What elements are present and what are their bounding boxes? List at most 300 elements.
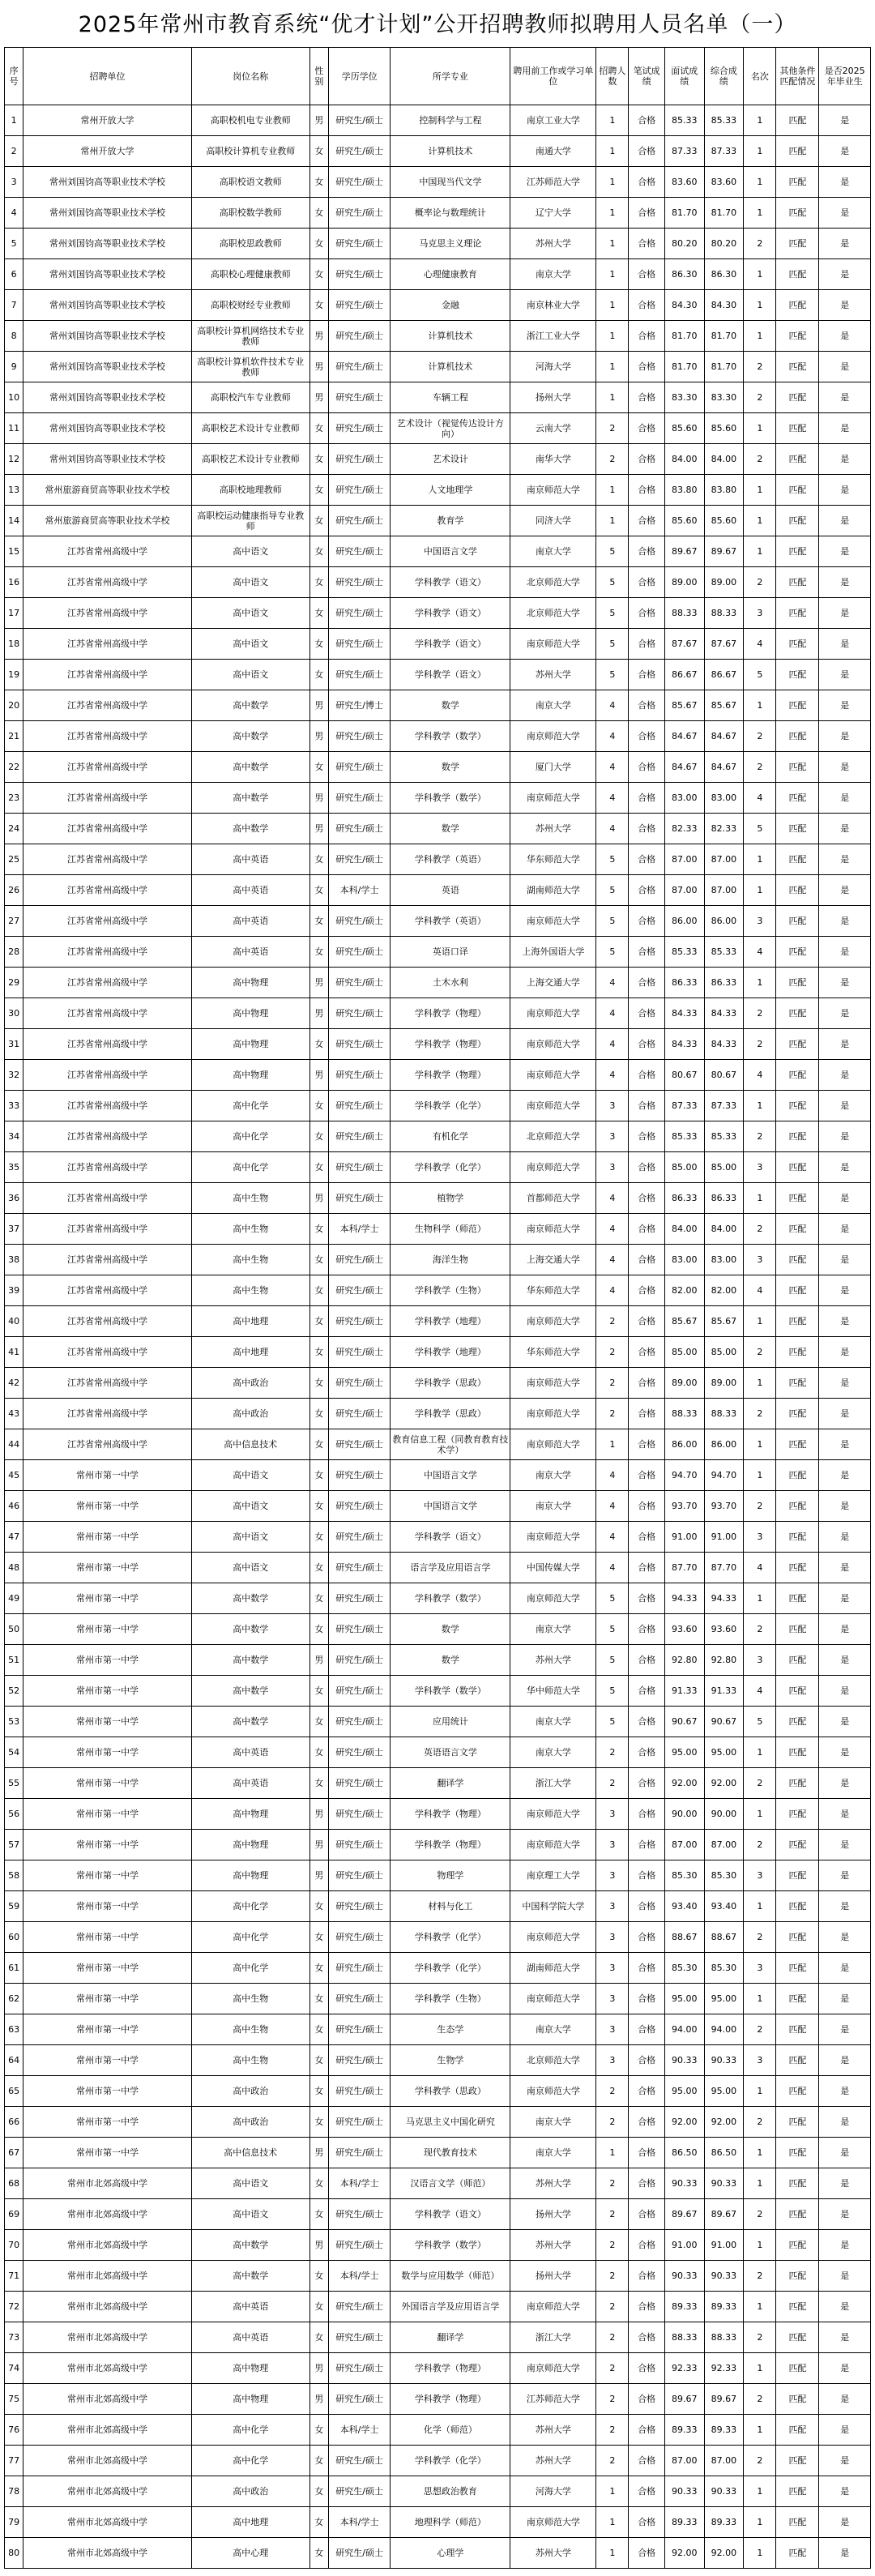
cell-major: 学科教学（物理）	[391, 1060, 510, 1091]
cell-index: 71	[5, 2261, 23, 2292]
header-gender: 性别	[309, 48, 328, 105]
cell-post: 高中英语	[191, 875, 309, 906]
cell-prior-unit: 南京师范大学	[510, 1368, 596, 1399]
cell-total: 85.67	[704, 690, 744, 721]
table-row	[5, 413, 871, 444]
cell-gender: 女	[309, 1522, 328, 1553]
cell-rank: 2	[744, 567, 776, 598]
cell-match: 匹配	[776, 783, 819, 814]
cell-total: 85.30	[704, 1953, 744, 1984]
cell-post: 高中信息技术	[191, 2138, 309, 2168]
cell-prior-unit: 南京大学	[510, 690, 596, 721]
cell-rank: 2	[744, 1614, 776, 1645]
cell-prior-unit: 南京工业大学	[510, 105, 596, 136]
cell-gender: 女	[309, 1953, 328, 1984]
cell-graduate: 是	[819, 752, 871, 783]
cell-total: 89.00	[704, 567, 744, 598]
cell-prior-unit: 江苏师范大学	[510, 167, 596, 198]
table-row	[5, 2415, 871, 2446]
cell-unit: 江苏省常州高级中学	[23, 598, 191, 629]
cell-index: 2	[5, 136, 23, 167]
cell-total: 94.00	[704, 2014, 744, 2045]
table-row	[5, 875, 871, 906]
cell-gender: 男	[309, 1799, 328, 1830]
cell-quota: 3	[596, 1953, 629, 1984]
candidate-table	[4, 47, 871, 2569]
cell-graduate: 是	[819, 1029, 871, 1060]
cell-prior-unit: 江苏师范大学	[510, 2384, 596, 2415]
cell-graduate: 是	[819, 1060, 871, 1091]
cell-post: 高中语文	[191, 2168, 309, 2199]
cell-graduate: 是	[819, 660, 871, 690]
cell-quota: 1	[596, 352, 629, 382]
table-row	[5, 1429, 871, 1460]
cell-total: 82.33	[704, 814, 744, 844]
cell-interview: 88.67	[664, 1922, 704, 1953]
cell-quota: 1	[596, 2507, 629, 2538]
cell-rank: 4	[744, 783, 776, 814]
cell-major: 材料与化工	[391, 1891, 510, 1922]
cell-quota: 4	[596, 783, 629, 814]
cell-major: 数学	[391, 814, 510, 844]
cell-gender: 女	[309, 229, 328, 259]
cell-interview: 86.67	[664, 660, 704, 690]
cell-degree: 研究生/硕士	[329, 1768, 391, 1799]
cell-match: 匹配	[776, 937, 819, 968]
cell-gender: 女	[309, 2076, 328, 2107]
cell-unit: 常州市北郊高级中学	[23, 2507, 191, 2538]
cell-written: 合格	[629, 475, 664, 506]
cell-interview: 86.33	[664, 1183, 704, 1214]
cell-graduate: 是	[819, 2138, 871, 2168]
cell-degree: 研究生/硕士	[329, 2322, 391, 2353]
cell-match: 匹配	[776, 1121, 819, 1152]
cell-quota: 5	[596, 536, 629, 567]
cell-unit: 常州市北郊高级中学	[23, 2168, 191, 2199]
cell-post: 高职校思政教师	[191, 229, 309, 259]
cell-gender: 女	[309, 2476, 328, 2507]
cell-interview: 94.00	[664, 2014, 704, 2045]
cell-quota: 1	[596, 105, 629, 136]
cell-major: 植物学	[391, 1183, 510, 1214]
cell-unit: 江苏省常州高级中学	[23, 1121, 191, 1152]
cell-total: 91.33	[704, 1676, 744, 1707]
cell-post: 高中英语	[191, 2292, 309, 2322]
cell-gender: 女	[309, 1460, 328, 1491]
cell-gender: 女	[309, 2292, 328, 2322]
table-row	[5, 2507, 871, 2538]
cell-total: 84.33	[704, 1029, 744, 1060]
cell-degree: 研究生/硕士	[329, 968, 391, 998]
cell-prior-unit: 南京师范大学	[510, 1799, 596, 1830]
cell-match: 匹配	[776, 1368, 819, 1399]
cell-rank: 1	[744, 968, 776, 998]
header-written: 笔试成绩	[629, 48, 664, 105]
cell-match: 匹配	[776, 136, 819, 167]
cell-major: 化学（师范）	[391, 2415, 510, 2446]
cell-unit: 常州市北郊高级中学	[23, 2292, 191, 2322]
cell-prior-unit: 浙江大学	[510, 1768, 596, 1799]
cell-degree: 研究生/硕士	[329, 2138, 391, 2168]
cell-rank: 1	[744, 1183, 776, 1214]
cell-interview: 84.00	[664, 1214, 704, 1245]
cell-index: 54	[5, 1737, 23, 1768]
cell-gender: 女	[309, 290, 328, 321]
cell-prior-unit: 南京师范大学	[510, 1830, 596, 1860]
cell-index: 18	[5, 629, 23, 660]
cell-interview: 93.60	[664, 1614, 704, 1645]
cell-graduate: 是	[819, 2199, 871, 2230]
cell-prior-unit: 南京大学	[510, 2014, 596, 2045]
cell-graduate: 是	[819, 1768, 871, 1799]
cell-interview: 85.60	[664, 506, 704, 536]
cell-prior-unit: 苏州大学	[510, 2415, 596, 2446]
cell-graduate: 是	[819, 875, 871, 906]
cell-degree: 研究生/硕士	[329, 1645, 391, 1676]
cell-degree: 研究生/硕士	[329, 1275, 391, 1306]
cell-index: 45	[5, 1460, 23, 1491]
cell-quota: 3	[596, 1984, 629, 2014]
cell-total: 89.00	[704, 1368, 744, 1399]
cell-match: 匹配	[776, 2322, 819, 2353]
cell-gender: 女	[309, 136, 328, 167]
cell-post: 高职校地理教师	[191, 475, 309, 506]
cell-gender: 女	[309, 1768, 328, 1799]
cell-interview: 85.67	[664, 1306, 704, 1337]
cell-degree: 研究生/硕士	[329, 1306, 391, 1337]
cell-post: 高中英语	[191, 937, 309, 968]
cell-rank: 2	[744, 2446, 776, 2476]
cell-index: 66	[5, 2107, 23, 2138]
cell-written: 合格	[629, 690, 664, 721]
cell-gender: 女	[309, 2507, 328, 2538]
cell-quota: 1	[596, 136, 629, 167]
cell-index: 22	[5, 752, 23, 783]
cell-written: 合格	[629, 2446, 664, 2476]
cell-match: 匹配	[776, 1614, 819, 1645]
cell-rank: 1	[744, 1984, 776, 2014]
cell-major: 数学	[391, 690, 510, 721]
cell-graduate: 是	[819, 1707, 871, 1737]
table-row	[5, 814, 871, 844]
cell-match: 匹配	[776, 1645, 819, 1676]
cell-rank: 2	[744, 752, 776, 783]
cell-prior-unit: 湖南师范大学	[510, 875, 596, 906]
cell-index: 9	[5, 352, 23, 382]
cell-major: 数学	[391, 1645, 510, 1676]
cell-gender: 男	[309, 2138, 328, 2168]
cell-quota: 2	[596, 1306, 629, 1337]
cell-written: 合格	[629, 1429, 664, 1460]
cell-index: 1	[5, 105, 23, 136]
header-interview: 面试成绩	[664, 48, 704, 105]
cell-quota: 4	[596, 1183, 629, 1214]
cell-written: 合格	[629, 2261, 664, 2292]
cell-graduate: 是	[819, 567, 871, 598]
cell-total: 85.30	[704, 1860, 744, 1891]
cell-interview: 89.33	[664, 2507, 704, 2538]
cell-interview: 87.00	[664, 1830, 704, 1860]
cell-written: 合格	[629, 1645, 664, 1676]
table-row	[5, 721, 871, 752]
cell-degree: 研究生/硕士	[329, 1121, 391, 1152]
cell-index: 29	[5, 968, 23, 998]
table-row	[5, 1121, 871, 1152]
cell-interview: 83.30	[664, 382, 704, 413]
cell-gender: 女	[309, 844, 328, 875]
cell-degree: 研究生/硕士	[329, 2292, 391, 2322]
cell-index: 68	[5, 2168, 23, 2199]
cell-prior-unit: 浙江工业大学	[510, 321, 596, 352]
cell-degree: 研究生/硕士	[329, 2014, 391, 2045]
table-row	[5, 444, 871, 475]
cell-graduate: 是	[819, 1091, 871, 1121]
table-row	[5, 475, 871, 506]
cell-unit: 常州市第一中学	[23, 1583, 191, 1614]
cell-match: 匹配	[776, 1460, 819, 1491]
header-match: 其他条件匹配情况	[776, 48, 819, 105]
cell-major: 马克思主义理论	[391, 229, 510, 259]
cell-total: 93.70	[704, 1491, 744, 1522]
cell-graduate: 是	[819, 136, 871, 167]
cell-gender: 女	[309, 2446, 328, 2476]
table-row	[5, 629, 871, 660]
cell-rank: 2	[744, 1399, 776, 1429]
cell-degree: 研究生/硕士	[329, 660, 391, 690]
cell-gender: 女	[309, 1121, 328, 1152]
table-row	[5, 536, 871, 567]
cell-major: 学科教学（数学）	[391, 2230, 510, 2261]
cell-written: 合格	[629, 1060, 664, 1091]
cell-prior-unit: 华东师范大学	[510, 1337, 596, 1368]
cell-index: 74	[5, 2353, 23, 2384]
cell-index: 69	[5, 2199, 23, 2230]
cell-graduate: 是	[819, 1984, 871, 2014]
cell-quota: 2	[596, 2230, 629, 2261]
cell-prior-unit: 南京师范大学	[510, 1029, 596, 1060]
cell-major: 汉语言文学（师范）	[391, 2168, 510, 2199]
cell-total: 87.00	[704, 844, 744, 875]
cell-degree: 研究生/硕士	[329, 352, 391, 382]
cell-interview: 85.67	[664, 690, 704, 721]
cell-total: 83.00	[704, 783, 744, 814]
cell-match: 匹配	[776, 2353, 819, 2384]
cell-interview: 86.00	[664, 1429, 704, 1460]
cell-post: 高中政治	[191, 2076, 309, 2107]
cell-written: 合格	[629, 1860, 664, 1891]
cell-rank: 1	[744, 475, 776, 506]
cell-gender: 女	[309, 475, 328, 506]
table-row	[5, 352, 871, 382]
cell-major: 中国语言文学	[391, 1491, 510, 1522]
cell-total: 86.00	[704, 906, 744, 937]
cell-major: 海洋生物	[391, 1245, 510, 1275]
cell-post: 高中数学	[191, 783, 309, 814]
cell-graduate: 是	[819, 937, 871, 968]
cell-total: 85.00	[704, 1152, 744, 1183]
cell-interview: 89.33	[664, 2292, 704, 2322]
cell-post: 高中化学	[191, 1922, 309, 1953]
cell-quota: 5	[596, 660, 629, 690]
cell-total: 89.33	[704, 2507, 744, 2538]
cell-degree: 研究生/硕士	[329, 937, 391, 968]
cell-written: 合格	[629, 1737, 664, 1768]
cell-interview: 90.67	[664, 1707, 704, 1737]
cell-degree: 研究生/硕士	[329, 752, 391, 783]
cell-index: 10	[5, 382, 23, 413]
cell-post: 高中语文	[191, 2199, 309, 2230]
cell-degree: 研究生/硕士	[329, 413, 391, 444]
cell-gender: 男	[309, 690, 328, 721]
cell-graduate: 是	[819, 844, 871, 875]
cell-degree: 研究生/硕士	[329, 1152, 391, 1183]
cell-unit: 江苏省常州高级中学	[23, 690, 191, 721]
cell-post: 高中政治	[191, 1399, 309, 1429]
cell-graduate: 是	[819, 2014, 871, 2045]
cell-degree: 本科/学士	[329, 2261, 391, 2292]
cell-prior-unit: 南京师范大学	[510, 629, 596, 660]
cell-index: 56	[5, 1799, 23, 1830]
cell-gender: 女	[309, 2261, 328, 2292]
cell-unit: 常州刘国钧高等职业技术学校	[23, 167, 191, 198]
cell-prior-unit: 湖南师范大学	[510, 1953, 596, 1984]
cell-degree: 研究生/硕士	[329, 2476, 391, 2507]
cell-post: 高中数学	[191, 1614, 309, 1645]
cell-index: 49	[5, 1583, 23, 1614]
cell-graduate: 是	[819, 1645, 871, 1676]
cell-match: 匹配	[776, 1399, 819, 1429]
cell-graduate: 是	[819, 229, 871, 259]
cell-interview: 85.30	[664, 1953, 704, 1984]
header-major: 所学专业	[391, 48, 510, 105]
cell-written: 合格	[629, 1091, 664, 1121]
cell-unit: 江苏省常州高级中学	[23, 567, 191, 598]
table-row	[5, 1460, 871, 1491]
cell-total: 95.00	[704, 1984, 744, 2014]
cell-graduate: 是	[819, 690, 871, 721]
cell-degree: 研究生/硕士	[329, 1953, 391, 1984]
cell-interview: 86.50	[664, 2138, 704, 2168]
cell-total: 92.00	[704, 2538, 744, 2569]
cell-gender: 女	[309, 1737, 328, 1768]
cell-match: 匹配	[776, 1091, 819, 1121]
table-row	[5, 1152, 871, 1183]
cell-major: 英语	[391, 875, 510, 906]
cell-gender: 女	[309, 1214, 328, 1245]
cell-written: 合格	[629, 2507, 664, 2538]
cell-rank: 3	[744, 1522, 776, 1553]
cell-post: 高中语文	[191, 1491, 309, 1522]
cell-unit: 常州市第一中学	[23, 2076, 191, 2107]
cell-graduate: 是	[819, 2292, 871, 2322]
cell-match: 匹配	[776, 167, 819, 198]
cell-gender: 女	[309, 598, 328, 629]
cell-interview: 92.00	[664, 1768, 704, 1799]
cell-graduate: 是	[819, 352, 871, 382]
cell-total: 92.80	[704, 1645, 744, 1676]
cell-gender: 男	[309, 2230, 328, 2261]
table-row	[5, 598, 871, 629]
cell-match: 匹配	[776, 444, 819, 475]
cell-total: 94.70	[704, 1460, 744, 1491]
cell-unit: 常州市第一中学	[23, 1922, 191, 1953]
cell-prior-unit: 上海外国语大学	[510, 937, 596, 968]
cell-total: 86.67	[704, 660, 744, 690]
cell-post: 高中语文	[191, 1460, 309, 1491]
cell-graduate: 是	[819, 2322, 871, 2353]
cell-unit: 江苏省常州高级中学	[23, 1368, 191, 1399]
cell-prior-unit: 北京师范大学	[510, 567, 596, 598]
cell-interview: 91.00	[664, 1522, 704, 1553]
cell-interview: 85.30	[664, 1860, 704, 1891]
cell-total: 90.33	[704, 2168, 744, 2199]
cell-degree: 研究生/硕士	[329, 229, 391, 259]
cell-post: 高中数学	[191, 690, 309, 721]
cell-index: 62	[5, 1984, 23, 2014]
cell-index: 77	[5, 2446, 23, 2476]
table-row	[5, 2322, 871, 2353]
cell-interview: 88.33	[664, 2322, 704, 2353]
table-row	[5, 968, 871, 998]
cell-graduate: 是	[819, 906, 871, 937]
cell-written: 合格	[629, 536, 664, 567]
cell-rank: 2	[744, 2261, 776, 2292]
cell-quota: 1	[596, 2476, 629, 2507]
cell-graduate: 是	[819, 444, 871, 475]
cell-rank: 5	[744, 1707, 776, 1737]
cell-quota: 3	[596, 1860, 629, 1891]
cell-graduate: 是	[819, 1460, 871, 1491]
cell-interview: 89.67	[664, 2384, 704, 2415]
cell-index: 21	[5, 721, 23, 752]
cell-graduate: 是	[819, 1614, 871, 1645]
cell-rank: 1	[744, 690, 776, 721]
cell-unit: 江苏省常州高级中学	[23, 1429, 191, 1460]
cell-degree: 研究生/硕士	[329, 844, 391, 875]
cell-unit: 常州市第一中学	[23, 1830, 191, 1860]
table-header-row	[5, 48, 871, 105]
cell-written: 合格	[629, 2415, 664, 2446]
cell-index: 6	[5, 259, 23, 290]
cell-total: 85.60	[704, 506, 744, 536]
cell-major: 学科教学（语文）	[391, 1522, 510, 1553]
cell-unit: 江苏省常州高级中学	[23, 1245, 191, 1275]
cell-quota: 2	[596, 1368, 629, 1399]
table-row	[5, 2076, 871, 2107]
cell-unit: 江苏省常州高级中学	[23, 1029, 191, 1060]
cell-degree: 研究生/硕士	[329, 1984, 391, 2014]
cell-degree: 研究生/硕士	[329, 321, 391, 352]
cell-index: 70	[5, 2230, 23, 2261]
cell-post: 高中语文	[191, 629, 309, 660]
cell-rank: 3	[744, 906, 776, 937]
cell-post: 高职校运动健康指导专业教师	[191, 506, 309, 536]
cell-unit: 江苏省常州高级中学	[23, 906, 191, 937]
cell-written: 合格	[629, 1460, 664, 1491]
cell-gender: 女	[309, 2107, 328, 2138]
cell-rank: 5	[744, 660, 776, 690]
cell-post: 高中生物	[191, 1245, 309, 1275]
cell-written: 合格	[629, 783, 664, 814]
cell-written: 合格	[629, 2076, 664, 2107]
cell-graduate: 是	[819, 321, 871, 352]
cell-interview: 90.33	[664, 2261, 704, 2292]
cell-quota: 1	[596, 229, 629, 259]
cell-graduate: 是	[819, 1522, 871, 1553]
cell-interview: 93.70	[664, 1491, 704, 1522]
cell-match: 匹配	[776, 1860, 819, 1891]
cell-unit: 常州刘国钧高等职业技术学校	[23, 198, 191, 229]
